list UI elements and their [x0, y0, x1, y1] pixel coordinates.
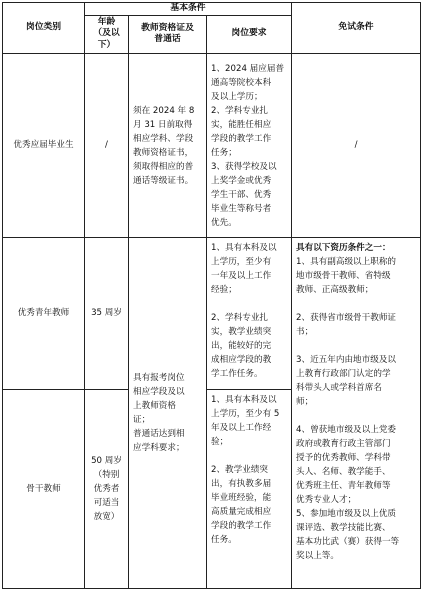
table-row [3, 237, 421, 389]
shared-exemption-cell [292, 237, 421, 588]
age-cell: / [85, 53, 129, 237]
requirements-cell: 1、2024 届应届普 通高等院校本科 及以上学历； 2、学科专业扎 实，能胜任相应 学段的教学工作 任务； 3、获得学校及以 上奖学金或优秀 学生干部、优秀 毕业生等称号者 优先。 [207, 53, 292, 237]
table-row [3, 53, 421, 237]
age-cell: 50 周岁 （特别 优秀者 可适当 放宽） [85, 389, 129, 588]
header-basic-conditions: 基本条件 [85, 3, 292, 16]
header-exemption: 免试条件 [292, 3, 421, 54]
header-requirements: 岗位要求 [207, 15, 292, 53]
exemption-cell: / [292, 53, 421, 237]
shared-qualification-cell: 具有报考岗位 相应学段及以 上教师资格 证； 普通话达到相 应学科要求； [129, 237, 207, 588]
category-cell: 优秀应届毕业生 [3, 53, 85, 237]
recruitment-conditions-table [2, 2, 421, 589]
qualification-cell: 须在 2024 年 8 月 31 日前取得 相应学科、学段 教师资格证书， 须取得相应的普 通话等级证书。 [129, 53, 207, 237]
category-cell: 优秀青年教师 [3, 237, 85, 389]
header-row-1 [3, 3, 421, 16]
age-cell: 35 周岁 [85, 237, 129, 389]
header-age: 年龄 （及以 下） [85, 15, 129, 53]
header-category: 岗位类别 [3, 3, 85, 54]
category-cell: 骨干教师 [3, 389, 85, 588]
exemption-body: 1、具有副高级以上职称的 地市级骨干教师、省特级 教师、正高级教师； 2、获得省市级骨干教师证 书； 3、近五年内由地市级及以 上教育行政部门认定的学 科带头人或学科首席名 师； 4、曾获地市级及以上党委 政府或教育行政主管部门 授予的优秀教师、学科带 头人、名师、教学能手、 优秀班主任、青年教师等 优秀专业人才； 5、参加地市级及以上优质 课评选、教学技能比赛、 基本功比武（赛）获得一等 奖以上等。 [296, 256, 400, 561]
requirements-cell: 1、具有本科及以 上学历，至少有 一年及以上工作 经验； 2、学科专业扎 实，教学业绩突 出，能较好的完 成相应学段的教 学工作任务。 [207, 237, 292, 389]
header-qualification: 教师资格证及 普通话 [129, 15, 207, 53]
requirements-cell: 1、具有本科及以 上学历，至少有 5 年及以上工作经 验； 2、教学业绩突 出，有执教多届 毕业班经验，能 高质量完成相应 学段的教学工作 任务。 [207, 389, 292, 588]
exemption-title: 具有以下资历条件之一： [296, 242, 391, 253]
